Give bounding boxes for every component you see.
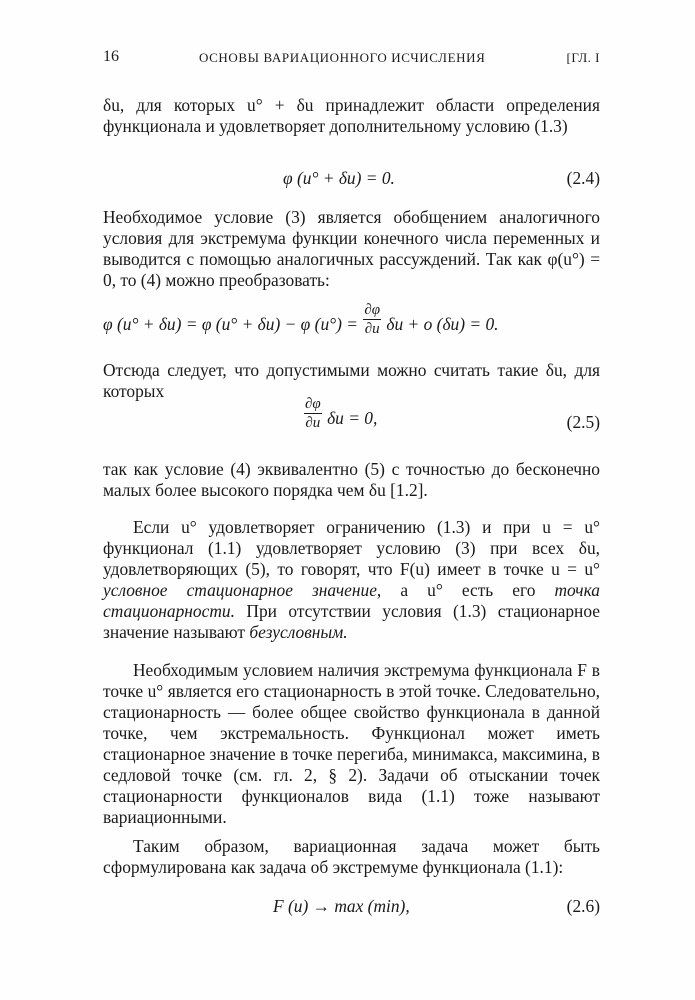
equation-2-5	[103, 395, 600, 450]
paragraph-5	[103, 517, 600, 643]
equation-2-6-number: (2.6)	[566, 896, 600, 916]
partial-derivative-fraction	[304, 395, 322, 432]
equation-transform	[103, 301, 600, 354]
equation-transform-left: φ (u° + δu) = φ (u° + δu) − φ (u°) =	[103, 314, 358, 334]
paragraph-1: δu, для которых u° + δu принадлежит области определения функционала и удовлетворяет дополнительному условию (1.3)	[103, 95, 600, 136]
paragraph-7: Таким образом, вариационная задача может быть сформулирована как задача об экстремуме функционала (1.1):	[103, 836, 600, 877]
chapter-label: [ГЛ. I	[566, 50, 600, 65]
equation-2-4	[103, 168, 600, 208]
equation-2-5-number: (2.5)	[566, 412, 600, 432]
equation-transform-right: δu + o (δu) = 0.	[386, 314, 499, 334]
page-number: 16	[103, 48, 119, 65]
equation-2-4-expression: φ (u° + δu) = 0.	[283, 168, 395, 188]
term-conditional-stationary-value: условное стационарное значение	[103, 580, 377, 600]
page-header	[103, 48, 600, 72]
paragraph-4: так как условие (4) эквивалентно (5) с точностью до бесконечно малых более высокого порядка чем δu [1.2].	[103, 459, 600, 500]
fraction-denominator: ∂u	[364, 320, 380, 337]
paragraph-5-text-e: При отсутствии условия (1.3) стационарное значение называют	[103, 601, 600, 642]
paragraph-2: Необходимое условие (3) является обобщением аналогичного условия для экстремума функции конечного числа переменных и выводится с помощью аналогичных рассуждений. Так как φ(u°) = 0, то (4) можно преобразовать:	[103, 207, 600, 290]
paragraph-5-text-a: Если u° удовлетворяет ограничению (1.3) и при u = u° функционал (1.1) удовлетворяет условию (3) при всех δu, удовлетворяющих (5), то говорят, что F(u) имеет в точке u = u°	[103, 517, 600, 579]
partial-derivative-fraction	[363, 301, 381, 338]
equation-2-6	[103, 896, 600, 936]
fraction-numerator: ∂φ	[305, 395, 321, 412]
fraction-denominator: ∂u	[305, 414, 321, 431]
equation-2-6-expression: F (u) → max (min),	[273, 896, 410, 916]
paragraph-3: Отсюда следует, что допустимыми можно считать такие δu, для которых	[103, 360, 600, 401]
paragraph-5-text-c: , а u° есть его	[376, 580, 536, 600]
equation-2-4-number: (2.4)	[566, 168, 600, 188]
fraction-numerator: ∂φ	[364, 301, 381, 318]
running-title: ОСНОВЫ ВАРИАЦИОННОГО ИСЧИСЛЕНИЯ	[199, 50, 486, 65]
equation-2-5-right: δu = 0,	[327, 408, 378, 428]
term-unconditional: безусловным.	[249, 622, 348, 642]
paragraph-6: Необходимым условием наличия экстремума функционала F в точке u° является его стационарность в этой точке. Следовательно, стационарность — более общее свойство функционала в данной точке, чем экстремальность. Функционал может иметь стационарное значение в точке перегиба, минимакса, максимина, в седловой точке (см. гл. 2, § 2). Задачи об отыскании точек стационарности функционалов вида (1.1) тоже называют вариационными.	[103, 660, 600, 827]
term-stationary-point: точка стационарности.	[103, 580, 600, 621]
